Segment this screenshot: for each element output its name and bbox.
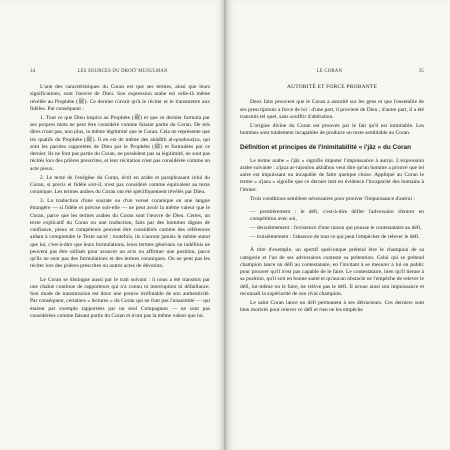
right-paragraph: Le saint Coran lance un défi permanent à ses détracteurs. Ces derniers sont bien motivés pour relever ce défi et rien ne les empêche <box>240 299 424 314</box>
right-paragraph: Le terme arabe « i'jâz » signifie imputer l'impuissance à autrui. L'expression arabe suivante : a'jaza ar-rajoulou akhâhou veut dire qu'un homme a prouvé que tel autre est impuissant ou incapable de faire quelque chose. Appliqué au Coran le terme « a'jaza » signifie que ce dernier met en évidence l'incapacité des humains à l'imiter. <box>240 157 424 193</box>
chapter-heading: AUTORITÉ ET FORCE PROBANTE <box>286 84 378 90</box>
left-page-body <box>30 84 210 320</box>
left-page-number: 34 <box>30 69 36 74</box>
left-running-header <box>30 69 210 74</box>
right-page <box>226 0 450 450</box>
right-paragraph: Trois conditions semblent nécessaires pour prouver l'impuissance d'autrui : <box>250 195 415 202</box>
right-paragraph: L'origine divine du Coran est prouvée par le fait qu'il est inimitable. Les hommes sont totalement incapables de produire un texte semblable au Coran. <box>240 122 424 137</box>
right-page-body <box>240 84 424 314</box>
left-paragraph: 1. Tout ce que Dieu inspira au Prophète (ﷺ) et que ce dernier formula par ses propres mots ne peut être considéré comme faisant partie du Coran. De tels dires n'ont pas, non plus, la même légitimité que le Coran. Cela ne représente que les qualifs du Prophète (ﷺ). Il en est de même des ahâdîth al-qoudousiya, qui sont les paroles rapportées de Dieu par le Prophète (ﷺ) et formulées par ce dernier. Ils ne font pas partie du Coran, ne possèdent pas sa légitimité, ne sont pas récités lors des prières prescrites, et leur récitation n'est pas considérée comme un acte pieux. <box>30 114 210 172</box>
right-paragraph: Deux faits prouvent que le Coran a autorité sur les gens et que l'ensemble de ses prescriptions a force de loi : d'une part, il provient de Dieu ; d'autre part, il a été transmis tel quel, sans souffrir d'altération. <box>240 99 424 120</box>
condition-item: — premièrement : le défi, c'est-à-dire défier l'adversaire d'entrer en compétition avec soi, <box>250 208 424 223</box>
section-heading: Définition et principes de l'inimitabilité « i'jâz » du Coran <box>240 144 411 152</box>
right-page-number: 35 <box>418 69 424 74</box>
condition-item: — troisièmement : l'absence de tout ce qui peut l'empêcher de relever le défi. <box>250 234 420 241</box>
left-paragraph: Le Coran se distingue aussi par le trait suivant : il nous a été transmis par une chaîne continue de rapporteurs qui n'a connu ni interruption ni défaillance. Son mode de transmission est donc une preuve irréfutable de son authenticité. Par conséquent, certaines « lectures » du Coran qui ne font pas l'unanimité — qui étaient par exemple rapportées par un seul Compagnon — ne sont pas considérées comme faisant partie du Coran et n'ont pas la même valeur que lui. <box>30 276 210 319</box>
right-running-title: LE CORAN <box>316 69 343 74</box>
left-page <box>0 0 224 450</box>
left-paragraph: L'une des caractéristiques du Coran est que ses termes, ainsi que leurs significations, sont l'œuvre de Dieu. Son expression arabe est celle-là même révélée au Prophète (ﷺ). Ce dernier n'avait qu'à le réciter et le transmettre aux fidèles. Par conséquent : <box>30 84 210 112</box>
left-paragraph: 3. La traduction d'une sourate ou d'un verset coranique en une langue étrangère — si fidèle et précise soit-elle — ne peut avoir la même valeur que le Coran, parce que les termes arabes du Coran sont l'œuvre de Dieu. Certes, un texte explicatif du Coran ou une traduction, faits par des hommes dignes de confiance, pieux et compétents peuvent être considérés comme des références aidant à comprendre le Texte sacré ; toutefois, ils n'auront jamais le même statut que lui, c'est-à-dire que leurs formulations, leurs termes généraux ou indéfinis ne peuvent pas être utilisés pour avancer un avis ou affirmer une position, parce qu'ils ne sont pas des formulations et des termes coraniques. On ne peut pas les réciter lors des prières prescrites ou autres actes de dévotion. <box>30 198 210 270</box>
condition-item: — deuxièmement : l'existence d'une raison qui pousse le contestataire au défi, <box>250 225 422 232</box>
left-paragraph: 2. Le texte de l'exégèse du Coran, écrit en arabe et paraphrasant celui du Coran, si précis et fidèle soit-il, n'est pas considéré comme équivalent au texte coranique. Les termes arabes du Coran ont été spécifiquement révélés par Dieu. <box>30 174 210 196</box>
right-running-header <box>240 69 424 74</box>
left-running-title: LES SOURCES DU DROIT MUSULMAN <box>77 69 168 74</box>
right-paragraph: À titre d'exemple, un sportif quelconque prétend être le champion de sa catégorie et l'un de ses adversaires conteste sa prétention. Celui qui se prétend champion lance un défi au contestataire, en l'invitant à se mesurer à lui en public pour prouver qu'il n'est pas capable de le faire. Le contestataire, bien qu'il tienne à sa position, qu'il soit en bonne santé et qu'aucun obstacle ne l'empêche de relever le défi, lui-même ou le faire, ne relève pas le défi. Il avoue ainsi son impuissance et reconnaît la supériorité de son rival champion. <box>240 247 424 297</box>
